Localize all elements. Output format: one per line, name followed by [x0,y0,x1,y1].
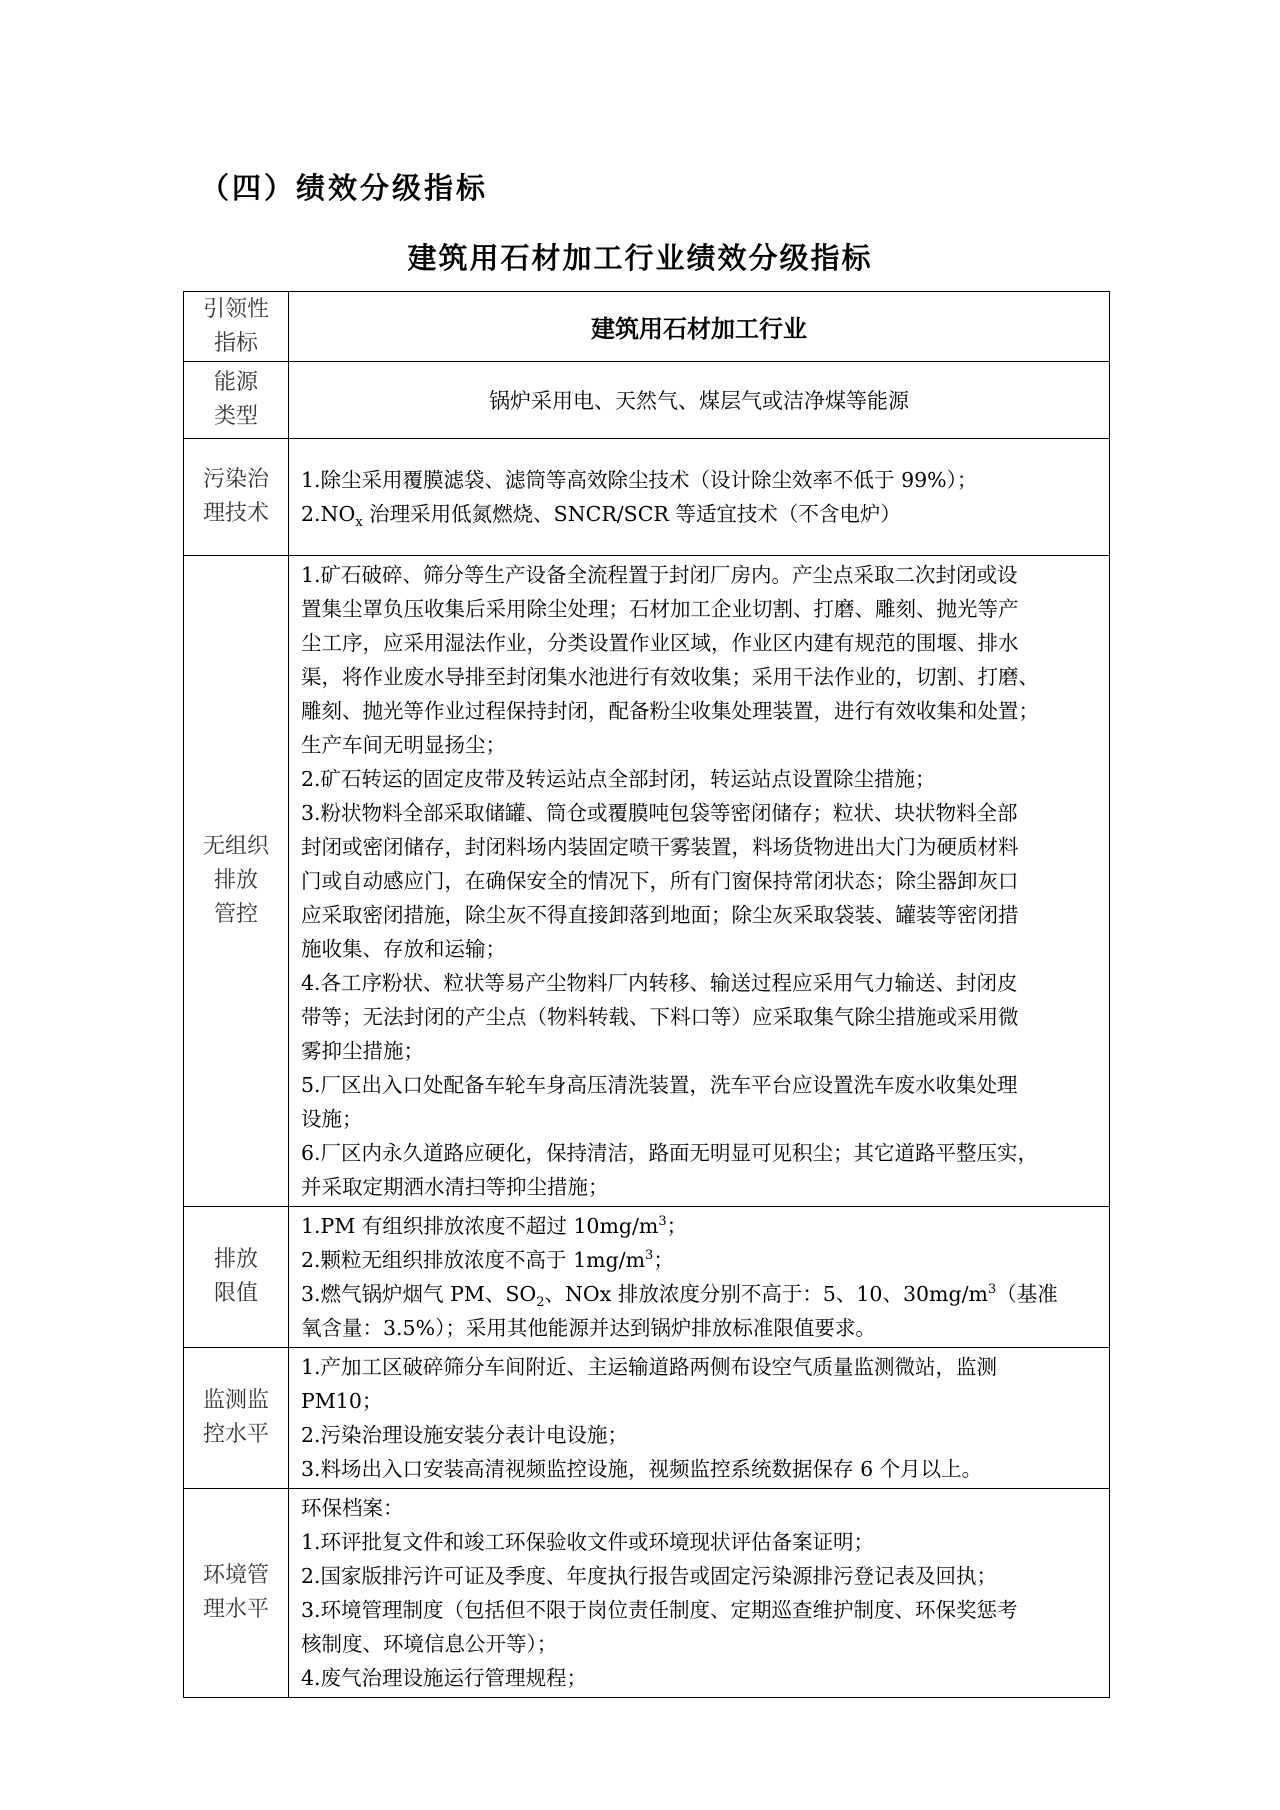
superscript: 3 [987,1282,997,1298]
content-line: 应采取密闭措施，除尘灰不得直接卸落到地面；除尘灰采取袋装、罐装等密闭措 [301,903,1019,927]
pollution-tech-content-cell [289,439,1110,556]
content-line: 尘工序，应采用湿法作业，分类设置作业区域，作业区内建有规范的围堰、排水 [301,631,1019,655]
label-line: 理技术 [202,501,269,526]
content-line: 门或自动感应门，在确保安全的情况下，所有门窗保持常闭状态；除尘器卸灰口 [301,869,1019,893]
content-line: 1.产加工区破碎筛分车间附近、主运输道路两侧布设空气质量监测微站，监测 [301,1355,998,1379]
energy-row [184,362,1110,439]
monitoring-content-cell [289,1348,1110,1489]
label-line: 能源 [213,370,258,395]
emission-limits-label-cell [184,1207,289,1348]
fugitive-label-cell [184,556,289,1207]
content-line: 带等；无法封闭的产尘点（物料转载、下料口等）应采取集气除尘措施或采用微 [301,1005,1019,1029]
fugitive-emission-row [184,556,1110,1207]
content-line: 3.粉状物料全部采取储罐、筒仓或覆膜吨包袋等密闭储存；粒状、块状物料全部 [301,801,1018,825]
content-line: 2.国家版排污许可证及季度、年度执行报告或固定污染源排污登记表及回执； [301,1564,998,1588]
content-line [301,497,1099,531]
content-line [301,1277,1099,1311]
text-segment: 2.NO [301,502,356,526]
performance-grading-table [183,291,1110,1698]
label-line: 监测监 [202,1388,269,1413]
subscript: x [355,515,363,531]
energy-label-cell [184,362,289,439]
monitoring-row [184,1348,1110,1489]
fugitive-content-cell [289,556,1110,1207]
content-line: 1.矿石破碎、筛分等生产设备全流程置于封闭厂房内。产尘点采取二次封闭或设 [301,563,1018,587]
text-segment: 3.燃气锅炉烟气 PM、SO [301,1282,537,1306]
label-line: 排放 [213,868,258,893]
table-title: 建筑用石材加工行业绩效分级指标 [407,241,873,275]
content-line: 置集尘罩负压收集后采用除尘处理；石材加工企业切割、打磨、雕刻、抛光等产 [301,597,1019,621]
label-line: 指标 [213,330,258,356]
content-line: 氧含量：3.5%）；采用其他能源并达到锅炉排放标准限值要求。 [301,1316,876,1340]
content-line: 6.厂区内永久道路应硬化，保持清洁，路面无明显可见积尘；其它道路平整压实， [301,1141,1039,1165]
label-line: 管控 [213,902,258,927]
label-line: 控水平 [202,1422,269,1447]
content-line: 雾抑尘措施； [301,1039,424,1063]
content-line: 环保档案： [301,1496,404,1520]
label-line: 引领性 [202,296,269,322]
table-header-row [184,292,1110,362]
content-line: 2.污染治理设施安装分表计电设施； [301,1423,629,1447]
header-label-cell [184,292,289,362]
superscript: 3 [645,1248,654,1264]
content-line: PM10； [301,1389,383,1413]
label-line: 环境管 [202,1563,269,1588]
text-segment: 2.颗粒无组织排放浓度不高于 1mg/m [301,1248,646,1272]
label-line: 理水平 [202,1597,269,1622]
monitoring-label-cell [184,1348,289,1489]
text-segment: 、NOx 排放浓度分别不高于：5、10、30mg/m [544,1282,988,1306]
label-line: 限值 [213,1281,258,1306]
label-line: 无组织 [202,834,269,859]
energy-value-cell: 锅炉采用电、天然气、煤层气或洁净煤等能源 [289,362,1110,439]
label-line: 排放 [213,1247,258,1272]
env-management-content-cell [289,1489,1110,1698]
content-line: 5.厂区出入口处配备车轮车身高压清洗装置，洗车平台应设置洗车废水收集处理 [301,1073,1018,1097]
content-line: 生产车间无明显扬尘； [301,733,506,757]
content-line [301,1243,1099,1277]
content-line: 4.废气治理设施运行管理规程； [301,1666,588,1690]
content-line: 3.环境管理制度（包括但不限于岗位责任制度、定期巡查维护制度、环保奖惩考 [301,1598,1018,1622]
text-segment: ； [666,1214,688,1238]
label-line: 类型 [213,404,258,429]
content-line: 2.矿石转运的固定皮带及转运站点全部封闭，转运站点设置除尘措施； [301,767,936,791]
section-heading: （四）绩效分级指标 [200,171,489,205]
text-segment: ； [653,1248,674,1272]
env-management-row [184,1489,1110,1698]
content-line: 核制度、环境信息公开等）； [301,1632,558,1656]
superscript: 3 [658,1214,667,1230]
content-line: 1.除尘采用覆膜滤袋、滤筒等高效除尘技术（设计除尘效率不低于 99%）； [301,468,978,492]
subscript: 2 [536,1295,545,1311]
emission-limits-row [184,1207,1110,1348]
content-line: 并采取定期洒水清扫等抑尘措施； [301,1175,609,1199]
content-line: 4.各工序粉状、粒状等易产尘物料厂内转移、输送过程应采用气力输送、封闭皮 [301,971,1018,995]
content-line: 渠，将作业废水导排至封闭集水池进行有效收集；采用干法作业的，切割、打磨、 [301,665,1039,689]
content-line: 雕刻、抛光等作业过程保持封闭，配备粉尘收集处理装置，进行有效收集和处置； [301,699,1039,723]
text-segment: （基准 [996,1282,1058,1306]
content-line: 1.环评批复文件和竣工环保验收文件或环境现状评估备案证明； [301,1530,875,1554]
pollution-tech-row [184,439,1110,556]
text-segment: 1.PM 有组织排放浓度不超过 10mg/m [301,1214,659,1238]
emission-limits-content-cell [289,1207,1110,1348]
pollution-tech-label-cell [184,439,289,556]
content-line: 封闭或密闭储存，封闭料场内装固定喷干雾装置，料场货物进出大门为硬质材料 [301,835,1019,859]
text-segment: 治理采用低氮燃烧、SNCR/SCR 等适宜技术（不含电炉） [362,502,901,526]
content-line: 3.料场出入口安装高清视频监控设施，视频监控系统数据保存 6 个月以上。 [301,1457,983,1481]
header-value-cell: 建筑用石材加工行业 [289,292,1110,362]
content-line [301,1209,1099,1243]
env-management-label-cell [184,1489,289,1698]
content-line: 设施； [301,1107,363,1131]
content-line: 施收集、存放和运输； [301,937,506,961]
label-line: 污染治 [202,467,269,492]
